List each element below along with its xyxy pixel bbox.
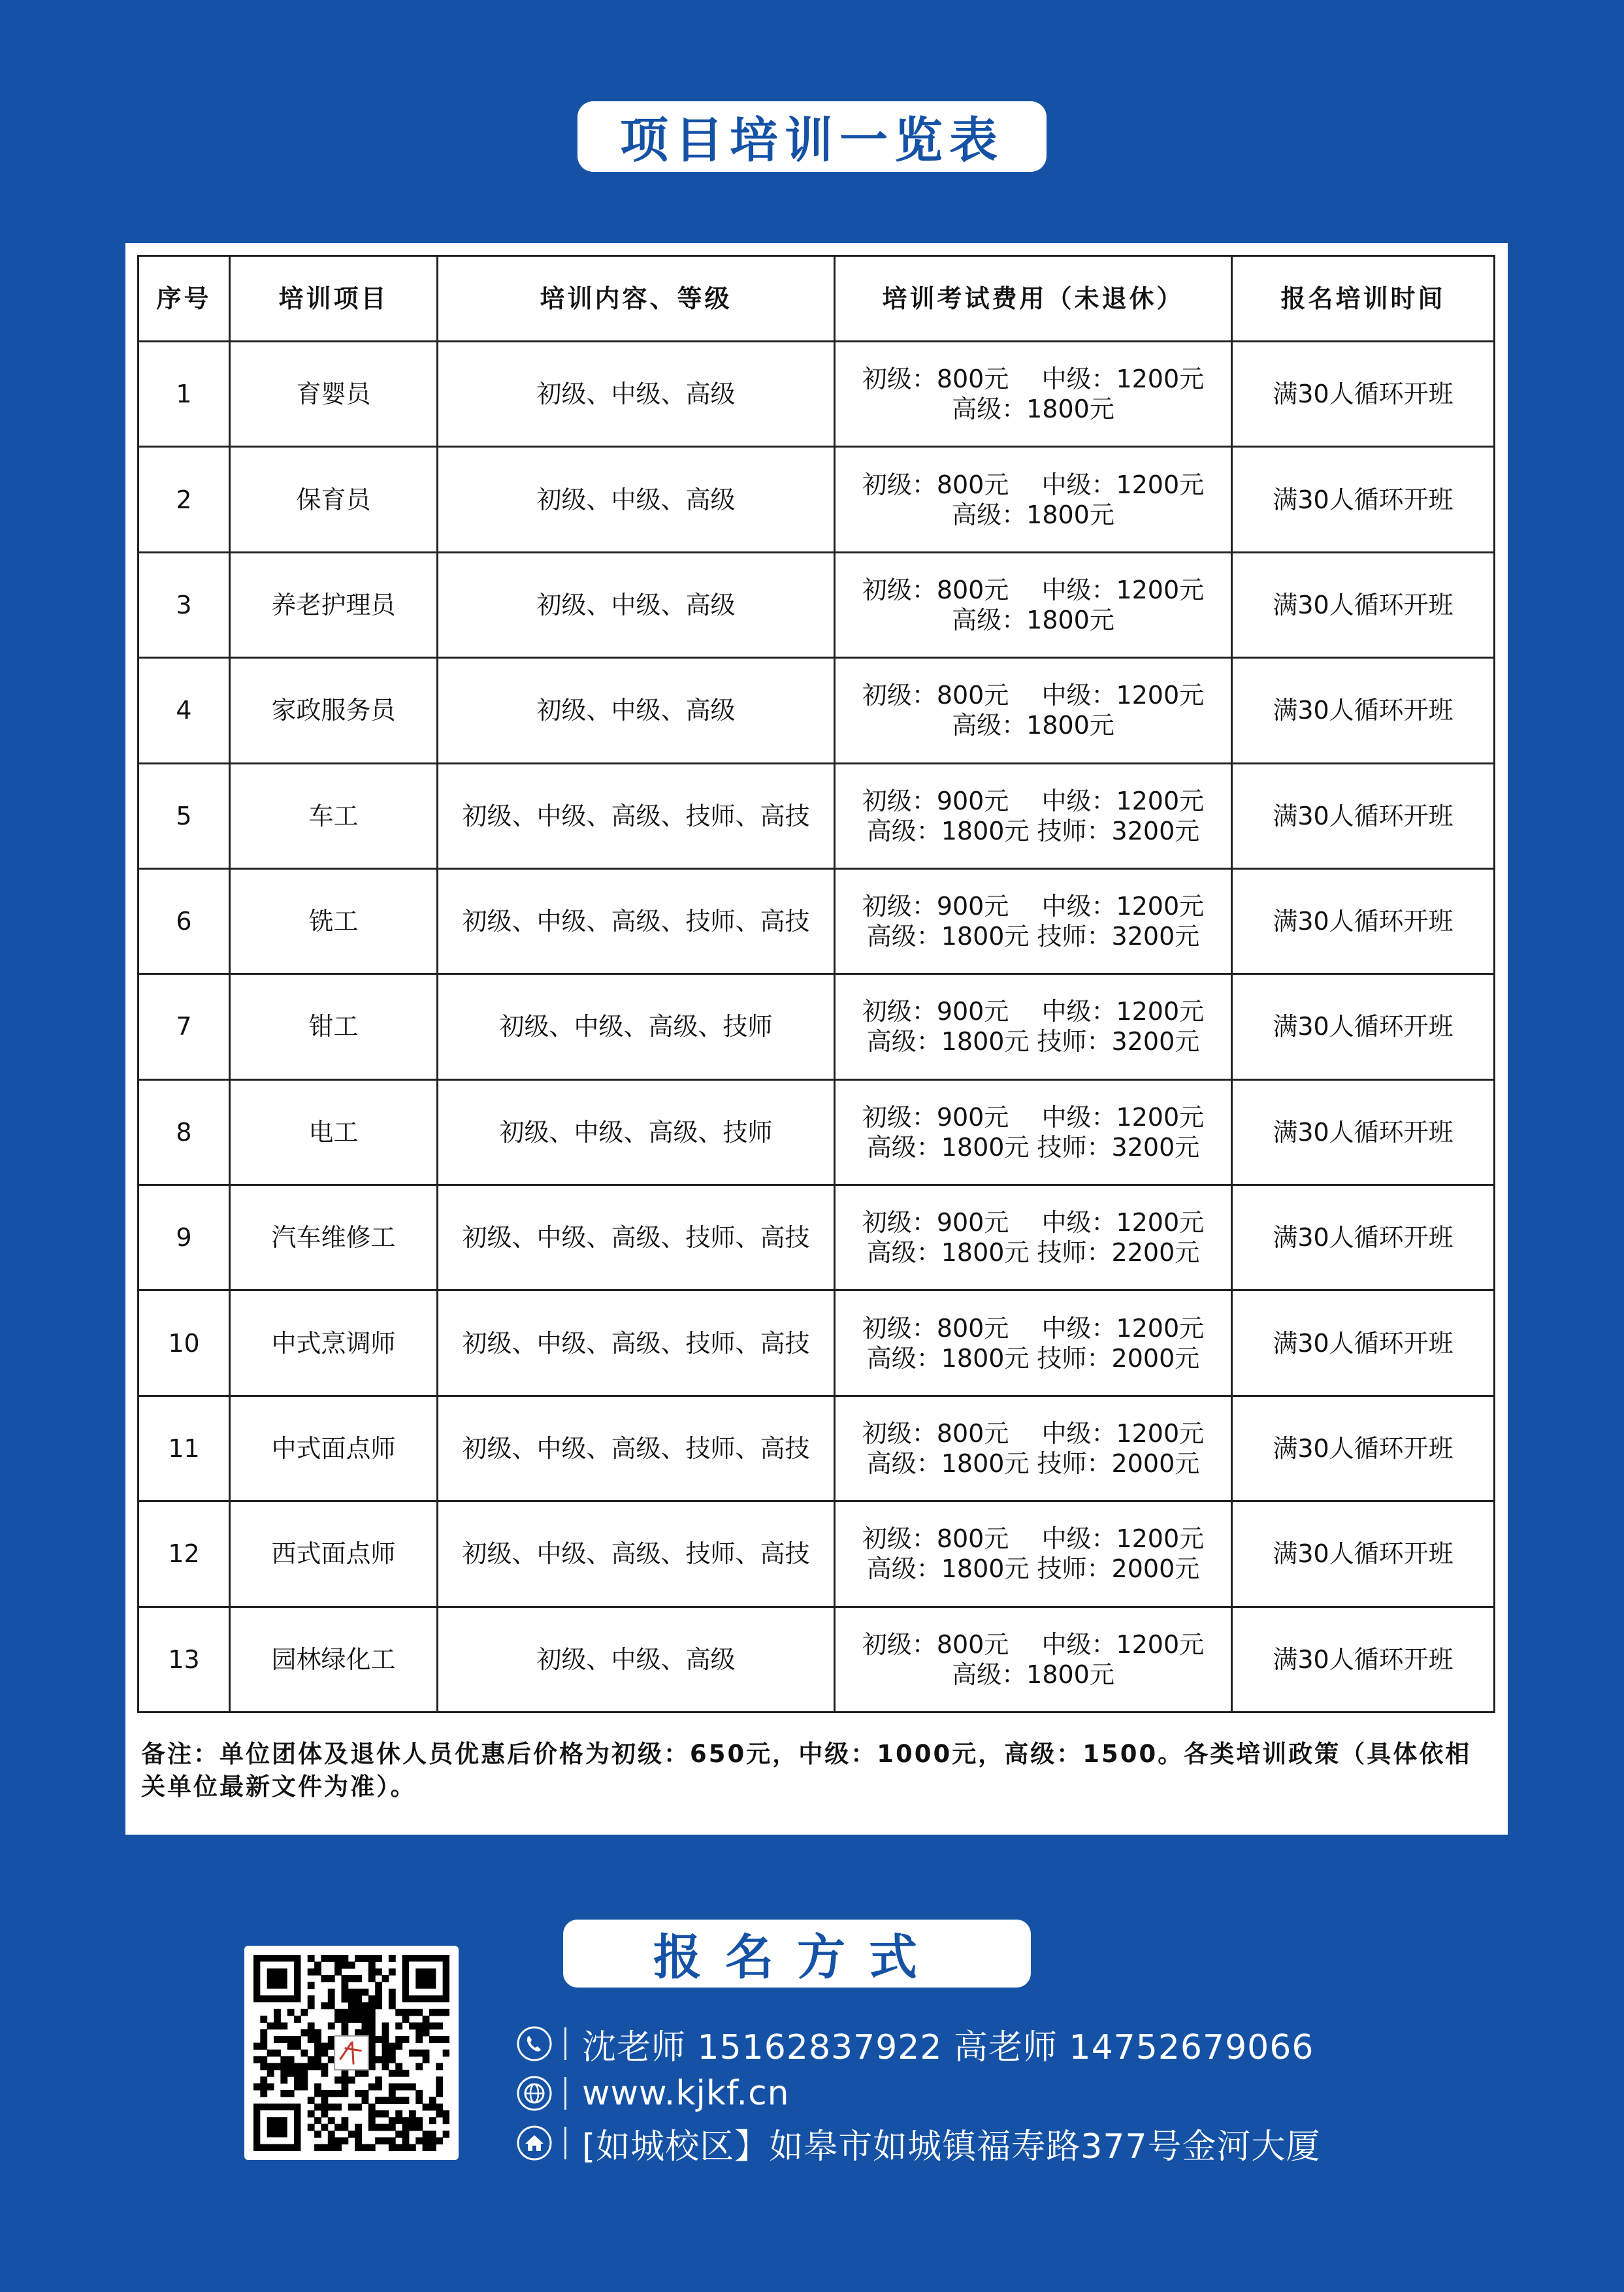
table-body <box>138 342 1495 1712</box>
col-header-item: 培训项目 <box>230 256 438 342</box>
cell-content: 初级、中级、高级 <box>438 342 835 447</box>
cell-time: 满30人循环开班 <box>1232 1501 1495 1607</box>
address-text: [如城校区】如皋市如城镇福寿路377号金河大厦 <box>582 2127 1321 2167</box>
table-row <box>138 1607 1495 1712</box>
fee-line-2: 高级：1800元 技师：3200元 <box>866 1132 1200 1162</box>
divider <box>564 2027 566 2060</box>
table-row <box>138 1396 1495 1501</box>
website-link[interactable]: www.kjkf.cn <box>582 2074 790 2113</box>
fee-line-2: 高级：1800元 技师：2000元 <box>866 1343 1200 1373</box>
cell-fee <box>835 1501 1232 1607</box>
fee-line-1: 初级：800元 中级：1200元 <box>862 1524 1205 1554</box>
col-header-no: 序号 <box>138 256 230 342</box>
home-icon <box>516 2125 553 2161</box>
col-header-content: 培训内容、等级 <box>438 256 835 342</box>
cell-fee <box>835 1290 1232 1396</box>
fee-line-1: 初级：800元 中级：1200元 <box>862 1629 1205 1659</box>
cell-item: 育婴员 <box>230 342 438 447</box>
cell-fee <box>835 658 1232 763</box>
cell-fee <box>835 447 1232 552</box>
fee-line-2: 高级：1800元 技师：3200元 <box>866 1027 1200 1056</box>
cell-content: 初级、中级、高级 <box>438 552 835 657</box>
cell-time: 满30人循环开班 <box>1232 1396 1495 1501</box>
cell-time: 满30人循环开班 <box>1232 1185 1495 1290</box>
phone-text[interactable]: 沈老师 15162837922 高老师 14752679066 <box>582 2027 1314 2067</box>
fee-line-2: 高级：1800元 <box>952 395 1114 424</box>
cell-fee <box>835 1185 1232 1290</box>
cell-item: 汽车维修工 <box>230 1185 438 1290</box>
cell-no: 11 <box>138 1396 230 1501</box>
fee-line-2: 高级：1800元 <box>952 1660 1114 1689</box>
note-text: 备注：单位团体及退休人员优惠后价格为初级：650元，中级：1000元，高级：1500。各类培训政策（具体依相关单位最新文件为准）。 <box>141 1740 1472 1801</box>
cell-fee <box>835 552 1232 657</box>
divider <box>564 2127 566 2159</box>
fee-line-1: 初级：800元 中级：1200元 <box>862 1313 1205 1343</box>
cell-content: 初级、中级、高级、技师、高技 <box>438 1185 835 1290</box>
table-row <box>138 1501 1495 1607</box>
table-row <box>138 342 1495 447</box>
cell-time: 满30人循环开班 <box>1232 342 1495 447</box>
cell-item: 车工 <box>230 763 438 868</box>
cell-no: 6 <box>138 868 230 974</box>
table-row <box>138 552 1495 657</box>
cell-content: 初级、中级、高级 <box>438 1607 835 1712</box>
fee-line-1: 初级：900元 中级：1200元 <box>862 997 1205 1026</box>
page-title: 项目培训一览表 <box>577 101 1047 172</box>
fee-line-1: 初级：800元 中级：1200元 <box>862 575 1205 604</box>
table-row <box>138 868 1495 974</box>
fee-line-1: 初级：800元 中级：1200元 <box>862 1418 1205 1448</box>
table-row <box>138 658 1495 763</box>
cell-content: 初级、中级、高级 <box>438 447 835 552</box>
cell-item: 中式面点师 <box>230 1396 438 1501</box>
cell-item: 家政服务员 <box>230 658 438 763</box>
cell-content: 初级、中级、高级、技师 <box>438 1079 835 1185</box>
table-row <box>138 1079 1495 1185</box>
cell-fee <box>835 868 1232 974</box>
cell-time: 满30人循环开班 <box>1232 552 1495 657</box>
table-row <box>138 974 1495 1079</box>
cell-time: 满30人循环开班 <box>1232 868 1495 974</box>
cell-item: 铣工 <box>230 868 438 974</box>
cell-content: 初级、中级、高级、技师、高技 <box>438 1396 835 1501</box>
qr-code-image <box>253 1955 449 2151</box>
cell-no: 4 <box>138 658 230 763</box>
fee-line-2: 高级：1800元 技师：2200元 <box>866 1238 1200 1268</box>
cell-time: 满30人循环开班 <box>1232 1607 1495 1712</box>
cell-content: 初级、中级、高级、技师、高技 <box>438 868 835 974</box>
globe-icon <box>516 2075 553 2112</box>
cell-item: 电工 <box>230 1079 438 1185</box>
cell-item: 中式烹调师 <box>230 1290 438 1396</box>
cell-item: 园林绿化工 <box>230 1607 438 1712</box>
fee-line-1: 初级：900元 中级：1200元 <box>862 786 1205 815</box>
fee-line-1: 初级：900元 中级：1200元 <box>862 892 1205 921</box>
cell-fee <box>835 763 1232 868</box>
col-header-time: 报名培训时间 <box>1232 256 1495 342</box>
cell-no: 9 <box>138 1185 230 1290</box>
cell-no: 8 <box>138 1079 230 1185</box>
col-header-fee: 培训考试费用（未退休） <box>835 256 1232 342</box>
training-table <box>137 255 1495 1713</box>
cell-no: 12 <box>138 1501 230 1607</box>
cell-no: 10 <box>138 1290 230 1396</box>
table-row <box>138 763 1495 868</box>
fee-line-2: 高级：1800元 <box>952 605 1114 634</box>
contact-web-row <box>516 2067 790 2120</box>
cell-content: 初级、中级、高级 <box>438 658 835 763</box>
table-row <box>138 1185 1495 1290</box>
table-header-row <box>138 256 1495 342</box>
cell-item: 保育员 <box>230 447 438 552</box>
registration-title: 报名方式 <box>563 1920 1031 1988</box>
cell-no: 7 <box>138 974 230 1079</box>
cell-item: 西式面点师 <box>230 1501 438 1607</box>
cell-content: 初级、中级、高级、技师 <box>438 974 835 1079</box>
fee-line-1: 初级：900元 中级：1200元 <box>862 1102 1205 1132</box>
phone-icon <box>516 2025 553 2062</box>
cell-content: 初级、中级、高级、技师、高技 <box>438 1290 835 1396</box>
cell-no: 1 <box>138 342 230 447</box>
cell-fee <box>835 1079 1232 1185</box>
cell-no: 3 <box>138 552 230 657</box>
contact-phone-row <box>516 2018 1314 2070</box>
cell-time: 满30人循环开班 <box>1232 974 1495 1079</box>
qr-code[interactable] <box>244 1946 459 2160</box>
cell-time: 满30人循环开班 <box>1232 658 1495 763</box>
cell-content: 初级、中级、高级、技师、高技 <box>438 1501 835 1607</box>
fee-line-1: 初级：800元 中级：1200元 <box>862 365 1205 394</box>
fee-line-1: 初级：900元 中级：1200元 <box>862 1208 1205 1237</box>
fee-line-2: 高级：1800元 技师：3200元 <box>866 922 1200 951</box>
fee-line-2: 高级：1800元 <box>952 500 1114 529</box>
cell-time: 满30人循环开班 <box>1232 763 1495 868</box>
fee-line-2: 高级：1800元 技师：2000元 <box>866 1449 1200 1478</box>
cell-time: 满30人循环开班 <box>1232 447 1495 552</box>
cell-item: 养老护理员 <box>230 552 438 657</box>
cell-no: 5 <box>138 763 230 868</box>
cell-time: 满30人循环开班 <box>1232 1290 1495 1396</box>
fee-line-2: 高级：1800元 <box>952 711 1114 740</box>
cell-time: 满30人循环开班 <box>1232 1079 1495 1185</box>
cell-fee <box>835 342 1232 447</box>
cell-fee <box>835 1396 1232 1501</box>
cell-content: 初级、中级、高级、技师、高技 <box>438 763 835 868</box>
divider <box>564 2077 566 2110</box>
cell-no: 2 <box>138 447 230 552</box>
table-row <box>138 447 1495 552</box>
fee-line-1: 初级：800元 中级：1200元 <box>862 470 1205 499</box>
table-row <box>138 1290 1495 1396</box>
fee-line-2: 高级：1800元 技师：3200元 <box>866 816 1200 845</box>
cell-fee <box>835 1607 1232 1712</box>
cell-item: 钳工 <box>230 974 438 1079</box>
training-panel <box>125 243 1508 1835</box>
cell-no: 13 <box>138 1607 230 1712</box>
fee-line-2: 高级：1800元 技师：2000元 <box>866 1554 1200 1584</box>
fee-line-1: 初级：800元 中级：1200元 <box>862 681 1205 710</box>
cell-fee <box>835 974 1232 1079</box>
contact-address-row <box>516 2117 1321 2169</box>
